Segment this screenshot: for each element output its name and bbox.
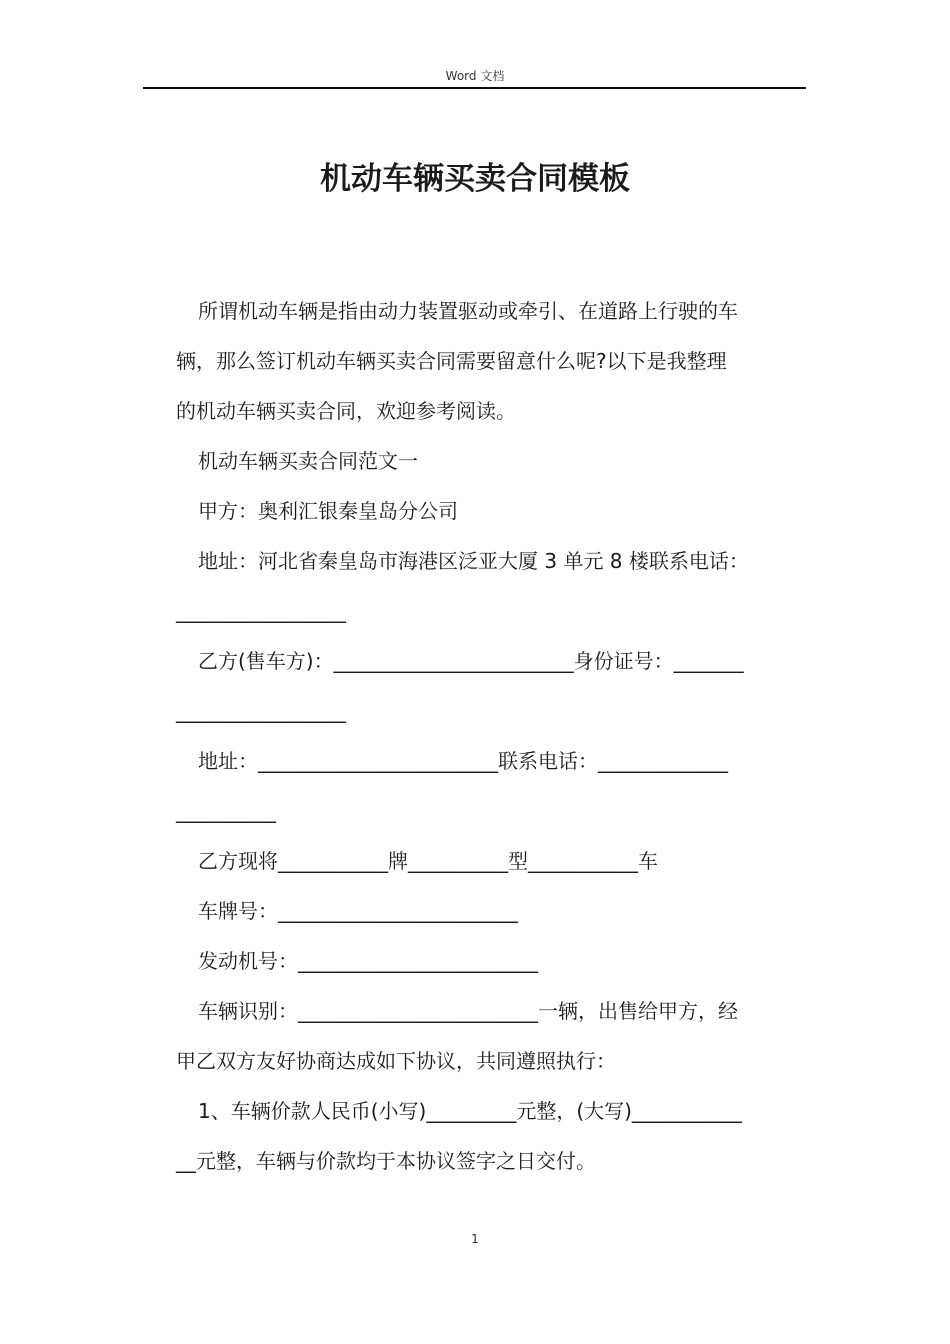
body-line: 甲方：奥利汇银秦皇岛分公司 — [198, 499, 458, 523]
body-line: _________________ — [176, 599, 346, 623]
body-line: 甲乙双方友好协商达成如下协议，共同遵照执行： — [176, 1049, 616, 1073]
body-line: 辆，那么签订机动车辆买卖合同需要留意什么呢?以下是我整理 — [176, 349, 727, 373]
body-line: 所谓机动车辆是指由动力装置驱动或牵引、在道路上行驶的车 — [198, 299, 738, 323]
page-number: 1 — [471, 1232, 479, 1246]
body-line: 乙方(售车方)：________________________身份证号：_______ — [198, 649, 744, 673]
body-line: __________ — [176, 799, 276, 823]
body-line: 车辆识别：________________________一辆，出售给甲方，经 — [198, 999, 738, 1023]
body-line: 的机动车辆买卖合同，欢迎参考阅读。 — [176, 399, 516, 423]
body-line: 地址：河北省秦皇岛市海港区泛亚大厦 3 单元 8 楼联系电话： — [198, 549, 749, 573]
body-line: 机动车辆买卖合同范文一 — [198, 449, 418, 473]
body-line: __元整，车辆与价款均于本协议签字之日交付。 — [176, 1149, 596, 1173]
body-line: 地址：________________________联系电话：_____________ — [198, 749, 728, 773]
document-body — [176, 286, 804, 1186]
body-line: 1、车辆价款人民币(小写)_________元整，(大写)___________ — [198, 1099, 742, 1123]
body-line: _________________ — [176, 699, 346, 723]
body-line: 发动机号：________________________ — [198, 949, 538, 973]
header-divider — [143, 87, 806, 89]
document-title: 机动车辆买卖合同模板 — [320, 161, 630, 197]
page-header-label: Word 文档 — [445, 69, 505, 83]
body-line: 车牌号：________________________ — [198, 899, 518, 923]
body-line: 乙方现将___________牌__________型___________车 — [198, 849, 658, 873]
